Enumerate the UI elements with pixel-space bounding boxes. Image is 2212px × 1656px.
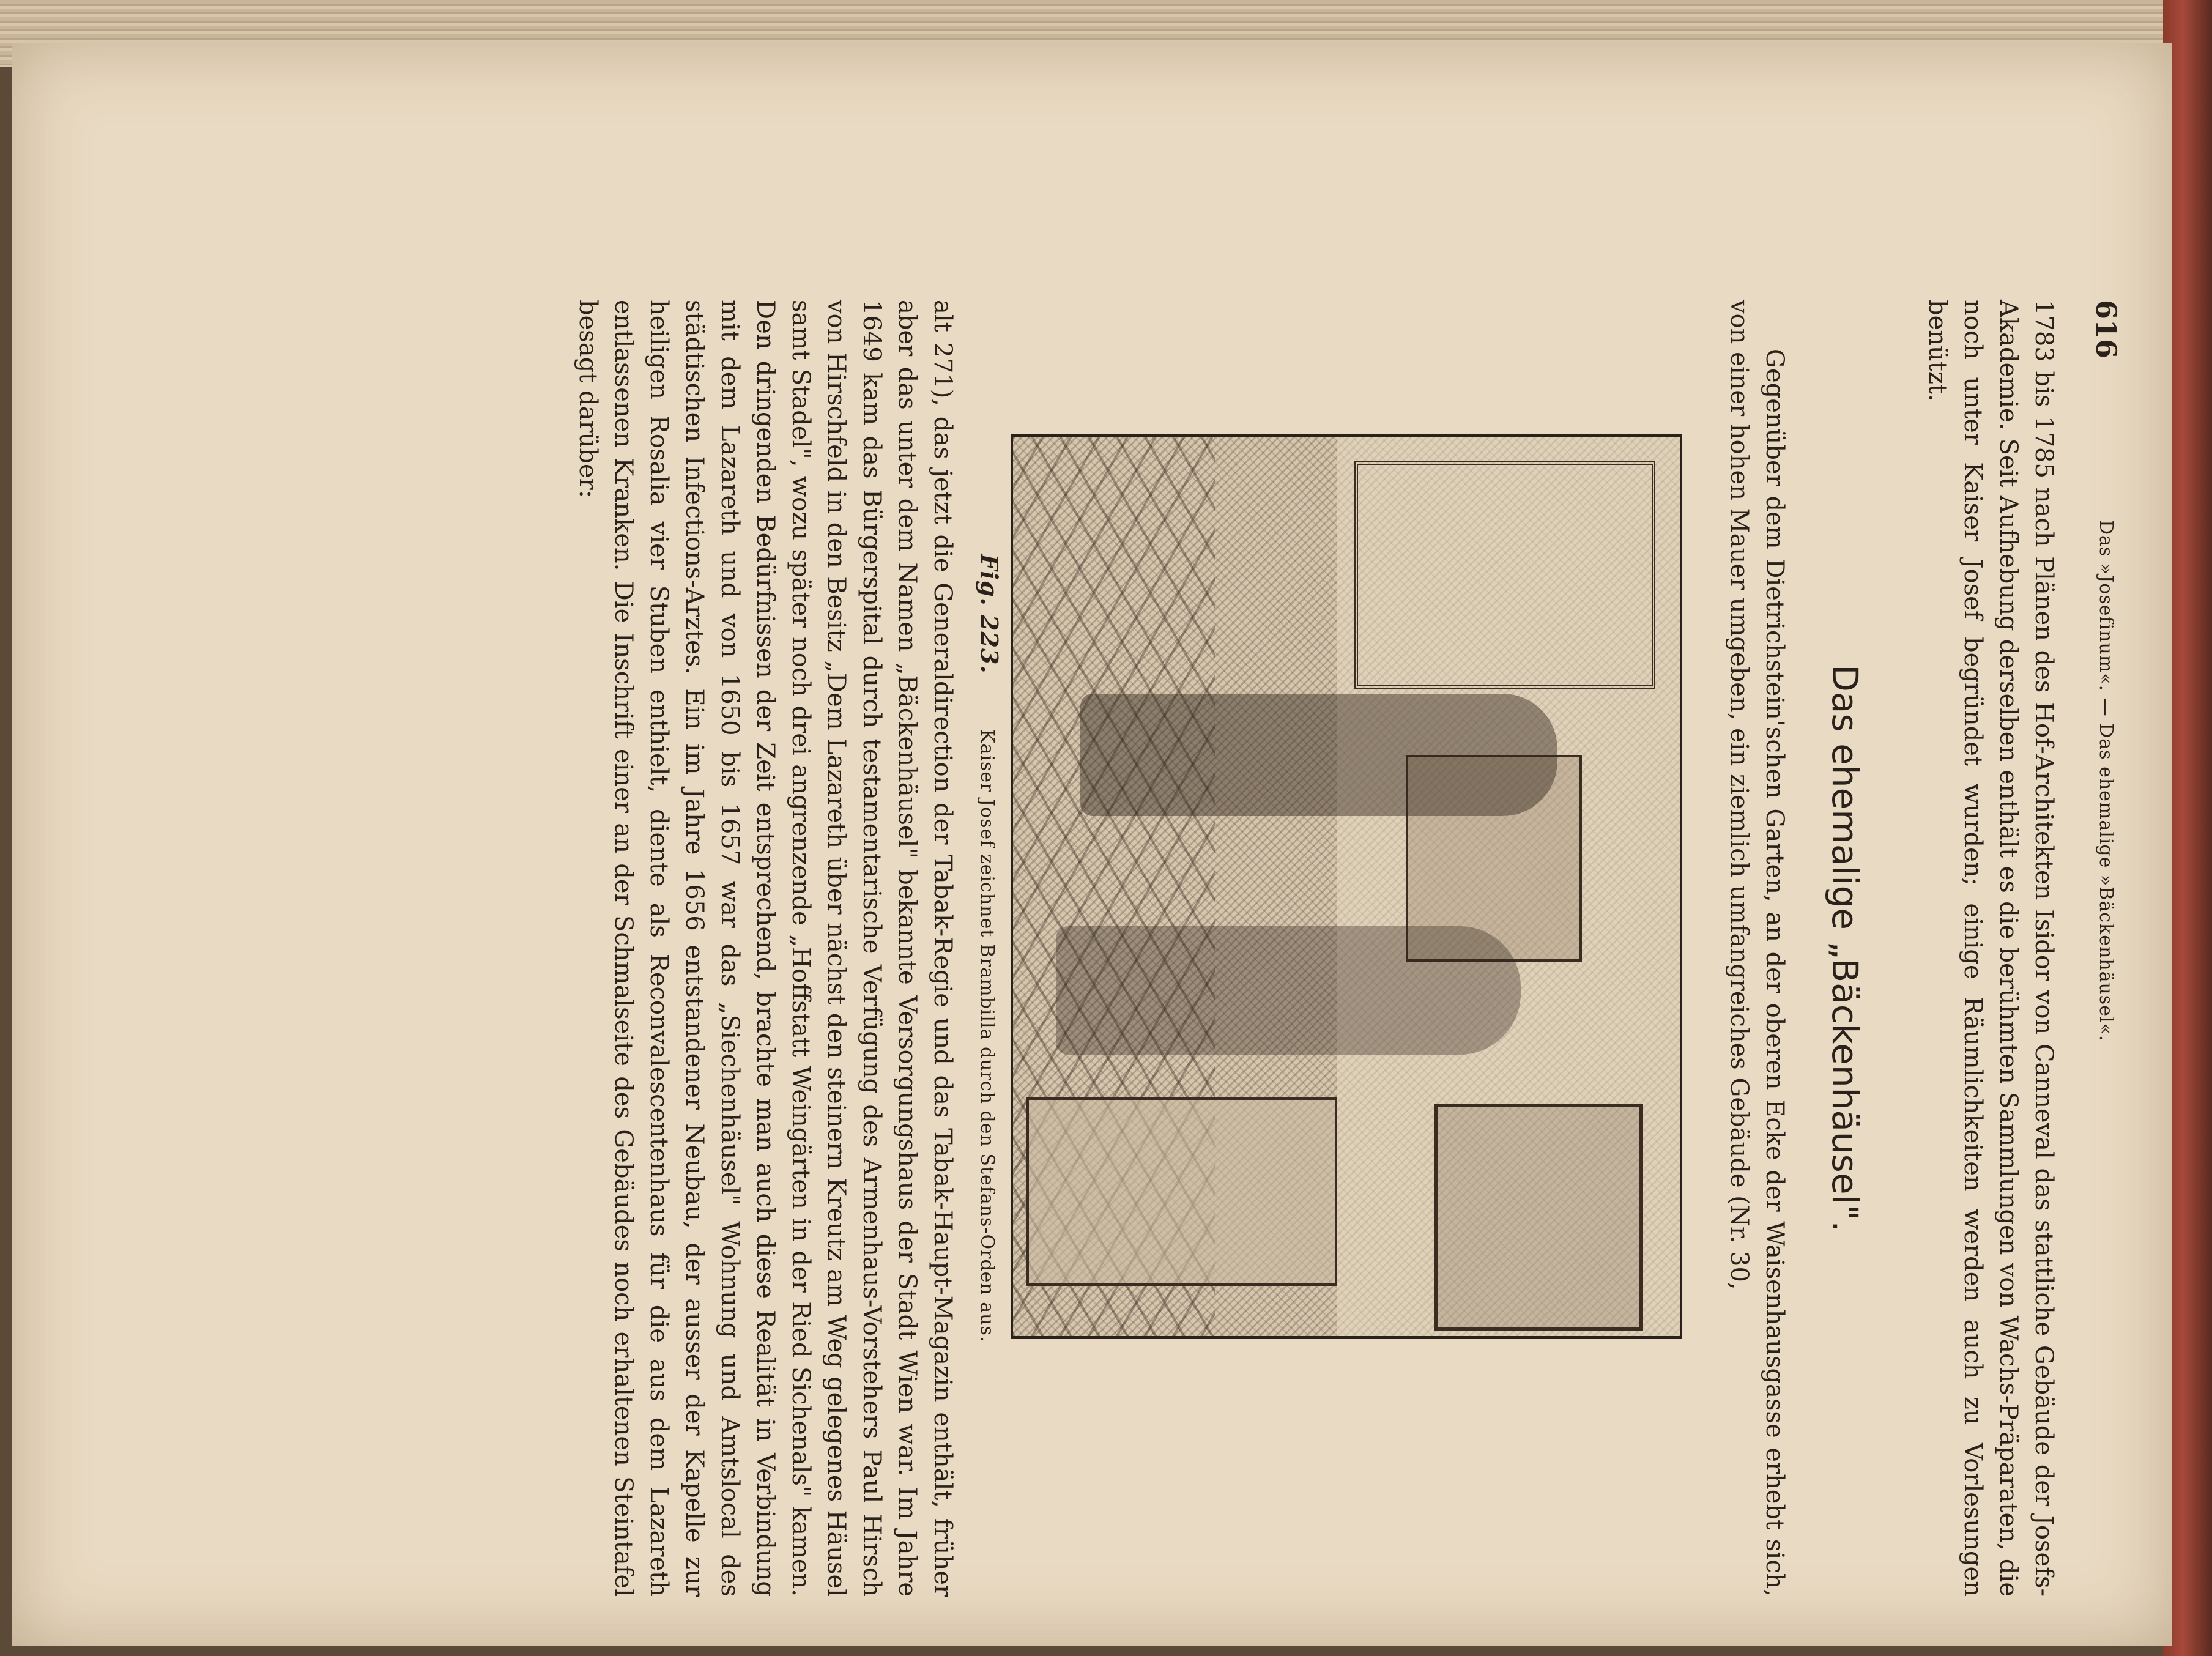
figure-caption [976, 300, 1003, 1597]
figure-window [1354, 461, 1655, 689]
page [12, 43, 2172, 1646]
paragraph-1: 1783 bis 1785 nach Plänen des Hof-Architekten Isidor von Canneval das stattliche Gebäude der Josefs-Akademie. Seit Aufhebung derselben enthält es die berühmten Sammlungen von Wachs-Präparaten, die noch unter Kaiser Josef begründet wurden; einige Räumlichkeiten werden auch zu Vorlesungen benützt. [1923, 300, 2058, 1597]
figure-desk [1026, 1097, 1337, 1286]
section-title: Das ehemalige „Bäckenhäusel". [1824, 664, 1866, 1232]
running-head-title: Das »Josefinum«. — Das ehemalige »Bäckenhäusel«. [2095, 520, 2117, 1042]
figure-person-brambilla [1056, 926, 1521, 1055]
paragraph-2: Gegenüber dem Dietrichstein'schen Garten, an der oberen Ecke der Waisenhausgasse erhebt sich, von einer hohen Mauer umgeben, ein ziemlich umfangreiches Gebäude (Nr. 30, [1725, 300, 1789, 1597]
rotated-page-content [410, 300, 2123, 1597]
paragraph-3: alt 271), das jetzt die Generaldirection der Tabak-Regie und das Tabak-Haupt-Magazin enthält, früher aber das unter dem Namen „Bäckenhäusel" bekannte Versorgungshaus der Stadt Wien war. Im Jahre 1649 kam das Bürgerspital durch testamentarische Verfügung des Armenhaus-Vorstehers Paul Hirsch von Hirschfeld in den Besitz „Dem Lazareth über nächst den steinern Kreutz am Weg gelegenes Häusel samt Stadel", wozu später noch drei angrenzende „Hoffstatt Weingärten in der Ried Sichenals" kamen. Den dringenden Bedürfnissen der Zeit entsprechend, brachte man auch diese Realität in Verbindung mit dem Lazareth und von 1650 bis 1657 war das „Siechenhäusel" Wohnung und Amtslocal des städtischen Infections-Arztes. Ein im Jahre 1656 entstandener Neubau, der ausser der Kapelle zur heiligen Rosalia vier Stuben enthielt, diente als Reconvalescentenhaus für die aus dem Lazareth entlassenen Kranken. Die Inschrift einer an der Schmalseite des Gebäudes noch erhaltenen Steintafel besagt darüber: [574, 300, 957, 1597]
figure-painting [1434, 1104, 1643, 1331]
figure-label: Fig. 223. [976, 554, 1003, 674]
figure-caption-text: Kaiser Josef zeichnet Brambilla durch den Stefans-Orden aus. [976, 729, 998, 1343]
figure-person-emperor [1080, 694, 1557, 816]
page-number: 616 [2090, 300, 2123, 359]
figure-engraving [1011, 434, 1682, 1339]
running-head [2086, 300, 2123, 1597]
